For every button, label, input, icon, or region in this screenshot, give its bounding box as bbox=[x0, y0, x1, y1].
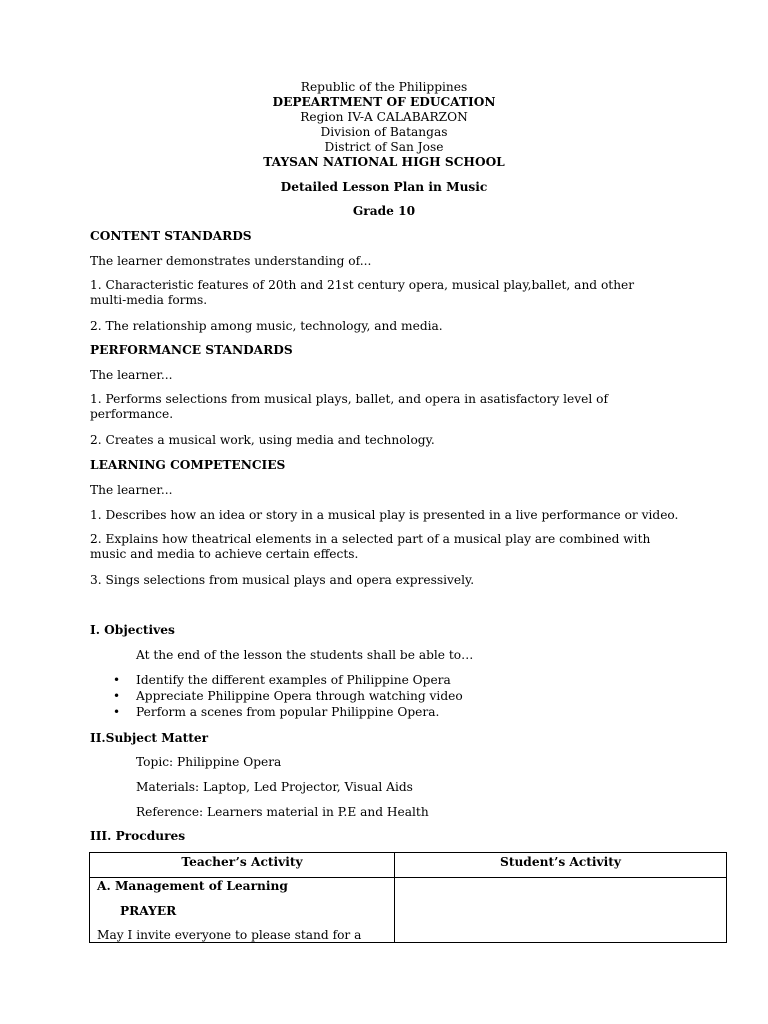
subject-reference: Reference: Learners material in P.E and Health bbox=[136, 805, 429, 819]
bullet-dot-icon: • bbox=[113, 673, 121, 687]
subject-materials: Materials: Laptop, Led Projector, Visual Aids bbox=[136, 780, 413, 794]
content-standards-intro: The learner demonstrates understanding of... bbox=[90, 254, 372, 268]
header-region: Region IV-A CALABARZON bbox=[300, 110, 468, 124]
learning-competencies-heading: LEARNING COMPETENCIES bbox=[90, 458, 286, 472]
subject-matter-heading: II.Subject Matter bbox=[90, 731, 209, 745]
learning-competencies-intro: The learner... bbox=[90, 483, 173, 497]
subject-topic: Topic: Philippine Opera bbox=[136, 755, 282, 769]
objectives-intro: At the end of the lesson the students shall be able to… bbox=[136, 648, 474, 662]
header-school: TAYSAN NATIONAL HIGH SCHOOL bbox=[263, 155, 505, 169]
performance-standards-item-2: 2. Creates a musical work, using media and technology. bbox=[90, 433, 435, 447]
performance-standards-intro: The learner... bbox=[90, 368, 173, 382]
list-item: Perform a scenes from popular Philippine Opera. bbox=[136, 705, 440, 719]
table-header-row bbox=[90, 853, 727, 878]
header-republic: Republic of the Philippines bbox=[300, 80, 468, 94]
performance-standards-heading: PERFORMANCE STANDARDS bbox=[90, 343, 293, 357]
table-row bbox=[90, 878, 727, 943]
bullet-dot-icon: • bbox=[113, 705, 121, 719]
content-standards-item-1: 1. Characteristic features of 20th and 21st century opera, musical play,ballet, and other multi-media forms. bbox=[90, 278, 635, 307]
plan-title: Detailed Lesson Plan in Music bbox=[280, 180, 488, 194]
header-district: District of San Jose bbox=[324, 140, 444, 154]
header-department: DEPEARTMENT OF EDUCATION bbox=[272, 95, 496, 109]
prayer-label: PRAYER bbox=[120, 904, 177, 918]
content-standards-item-2: 2. The relationship among music, technology, and media. bbox=[90, 319, 443, 333]
student-activity-cell bbox=[395, 878, 727, 943]
teacher-activity-cell bbox=[90, 878, 395, 943]
content-standards-heading: CONTENT STANDARDS bbox=[90, 229, 252, 243]
student-activity-header: Student’s Activity bbox=[395, 853, 727, 878]
performance-standards-item-1: 1. Performs selections from musical plays, ballet, and opera in asatisfactory level of performance. bbox=[90, 392, 608, 421]
learning-competencies-item-2: 2. Explains how theatrical elements in a selected part of a musical play are combined with music and media to achieve certain effects. bbox=[90, 532, 651, 561]
procedures-heading: III. Procdures bbox=[90, 829, 186, 843]
teacher-activity-header: Teacher’s Activity bbox=[90, 853, 395, 878]
header-division: Division of Batangas bbox=[320, 125, 448, 139]
learning-competencies-item-1: 1. Describes how an idea or story in a musical play is presented in a live performance or video. bbox=[90, 508, 679, 522]
learning-competencies-item-3: 3. Sings selections from musical plays and opera expressively. bbox=[90, 573, 475, 587]
list-item: Identify the different examples of Philippine Opera bbox=[136, 673, 451, 687]
objectives-heading: I. Objectives bbox=[90, 623, 175, 637]
prayer-text: May I invite everyone to please stand for a bbox=[97, 928, 362, 942]
procedures-table bbox=[89, 852, 727, 943]
list-item: Appreciate Philippine Opera through watching video bbox=[136, 689, 463, 703]
grade-label: Grade 10 bbox=[352, 204, 416, 218]
bullet-dot-icon: • bbox=[113, 689, 121, 703]
management-of-learning-title: A. Management of Learning bbox=[97, 879, 288, 893]
